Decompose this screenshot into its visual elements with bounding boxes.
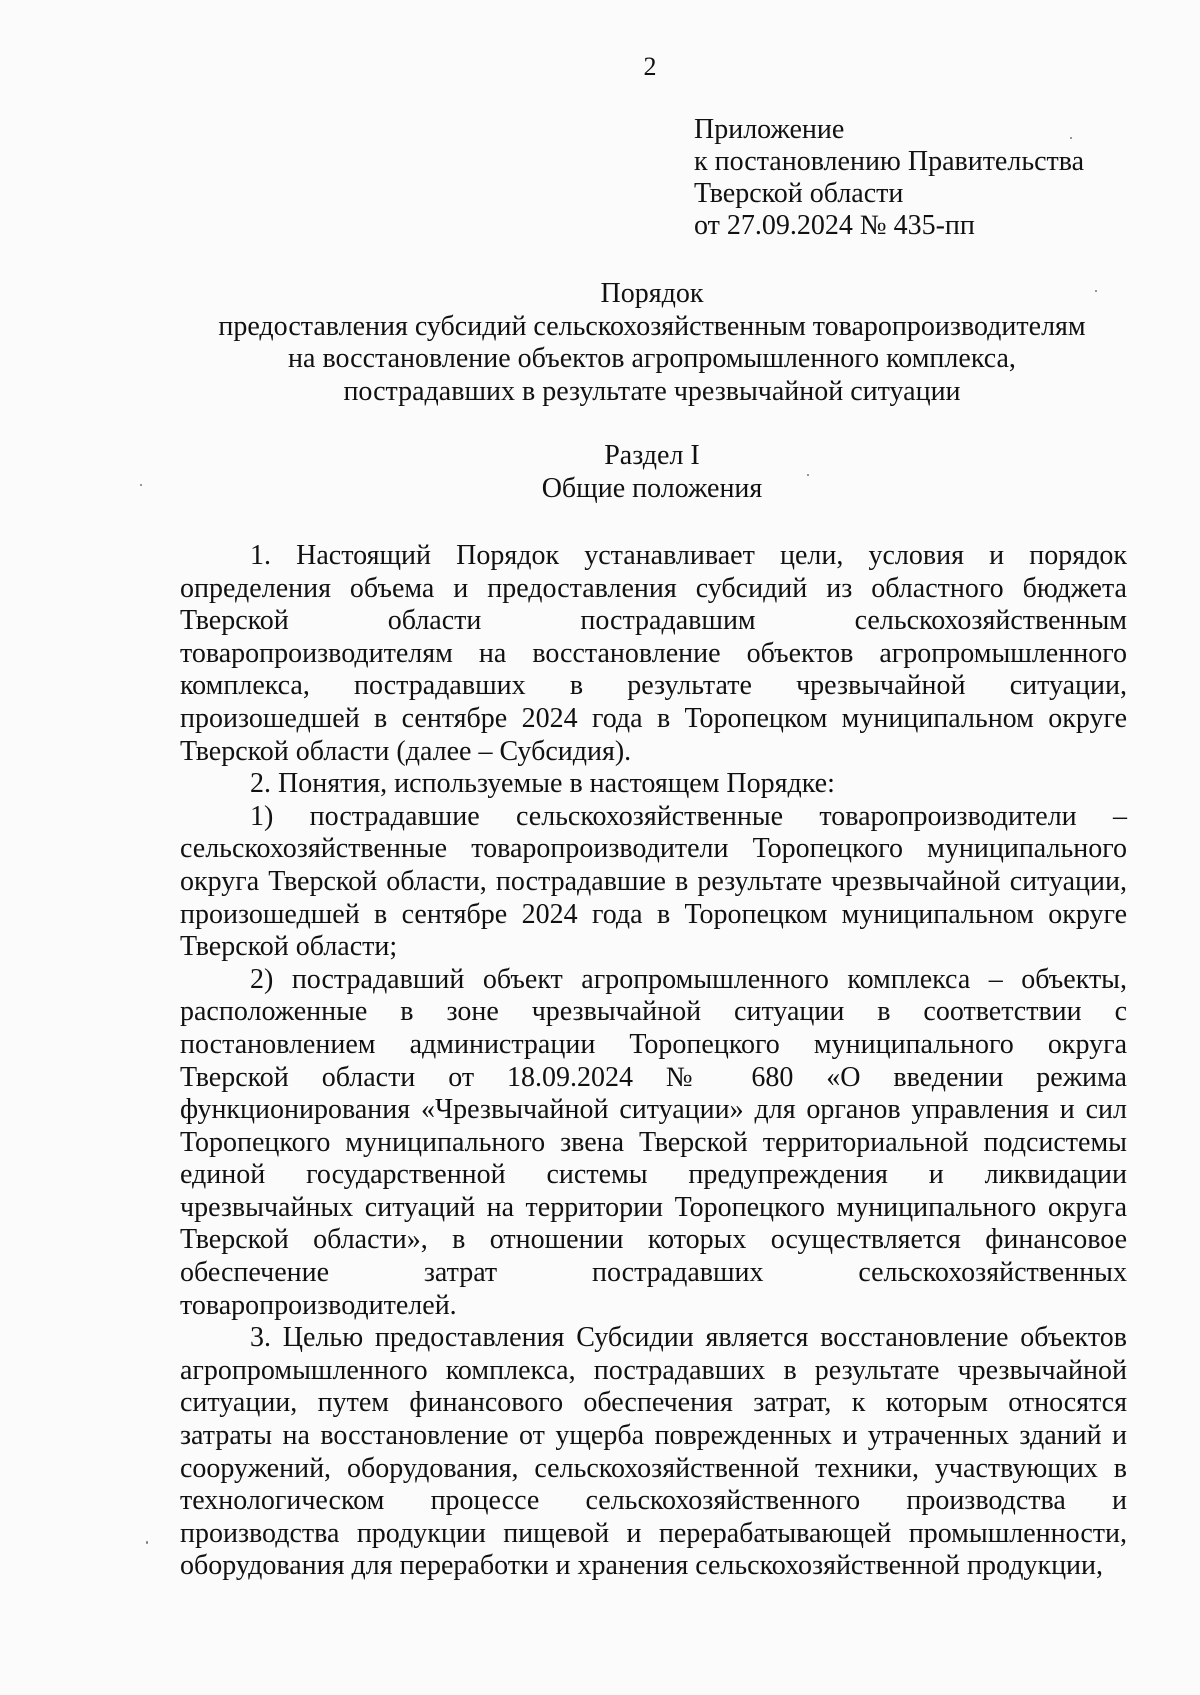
title-line-2: на восстановление объектов агропромышленного комплекса, — [288, 343, 1016, 374]
paragraph-2-item-1: 1) пострадавшие сельскохозяйственные товаропроизводители – сельскохозяйственные товаропроизводители Торопецкого муниципального округа Тверской области, пострадавшие в результате чрезвычайной ситуации, произошедшей в сентябре 2024 года в Торопецком муниципальном округе Тверской области; — [180, 800, 1127, 963]
paragraph-2-item-2: 2) пострадавший объект агропромышленного комплекса – объекты, расположенные в зоне чрезвычайной ситуации в соответствии с постановлением администрации Торопецкого муниципального округа Тверской области от 18.09.2024 № 680 «О введении режима функционирования «Чрезвычайной ситуации» для органов управления и сил Торопецкого муниципального звена Тверской территориальной подсистемы единой государственной системы предупреждения и ликвидации чрезвычайных ситуаций на территории Торопецкого муниципального округа Тверской области», в отношении которых осуществляется финансовое обеспечение затрат пострадавших сельскохозяйственных товаропроизводителей. — [180, 963, 1127, 1321]
annex-line-1: Приложение — [694, 114, 845, 145]
paragraph-2: 2. Понятия, используемые в настоящем Порядке: — [250, 768, 835, 800]
paragraph-1: 1. Настоящий Порядок устанавливает цели, условия и порядок определения объема и предоставления субсидий из областного бюджета Тверской области пострадавшим сельскохозяйственным товаропроизводителям на восстановление объектов агропромышленного комплекса, пострадавших в результате чрезвычайной ситуации, произошедшей в сентябре 2024 года в Торопецком муниципальном округе Тверской области (далее – Субсидия). — [180, 540, 1127, 767]
annex-block — [694, 114, 1084, 242]
section-heading — [180, 440, 1124, 505]
section-name: Общие положения — [541, 472, 763, 504]
title-line-1: предоставления субсидий сельскохозяйственным товаропроизводителям — [218, 310, 1086, 342]
body-text — [180, 540, 1127, 1583]
scan-speck — [1095, 290, 1097, 292]
annex-line-2: к постановлению Правительства — [694, 146, 1085, 177]
paragraph-3: 3. Целью предоставления Субсидии является восстановление объектов агропромышленного комплекса, пострадавших в результате чрезвычайной ситуации, путем финансового обеспечения затрат, к которым относятся затраты на восстановление от ущерба поврежденных и утраченных зданий и сооружений, оборудования, сельскохозяйственной техники, участвующих в технологическом процессе сельскохозяйственного производства и производства продукции пищевой и перерабатывающей промышленности, оборудования для переработки и хранения сельскохозяйственной продукции, — [180, 1322, 1127, 1582]
scan-speck — [140, 484, 142, 486]
annex-line-3: Тверской области — [694, 178, 904, 209]
title-line-3: пострадавших в результате чрезвычайной ситуации — [343, 375, 961, 407]
document-title — [180, 278, 1124, 408]
scan-speck — [146, 1541, 148, 1544]
scan-speck — [1070, 137, 1072, 139]
title-heading: Порядок — [600, 278, 704, 309]
annex-line-4: от 27.09.2024 № 435-пп — [694, 210, 975, 241]
scan-speck — [807, 474, 809, 476]
page-number: 2 — [643, 52, 657, 81]
section-number: Раздел I — [604, 440, 700, 471]
